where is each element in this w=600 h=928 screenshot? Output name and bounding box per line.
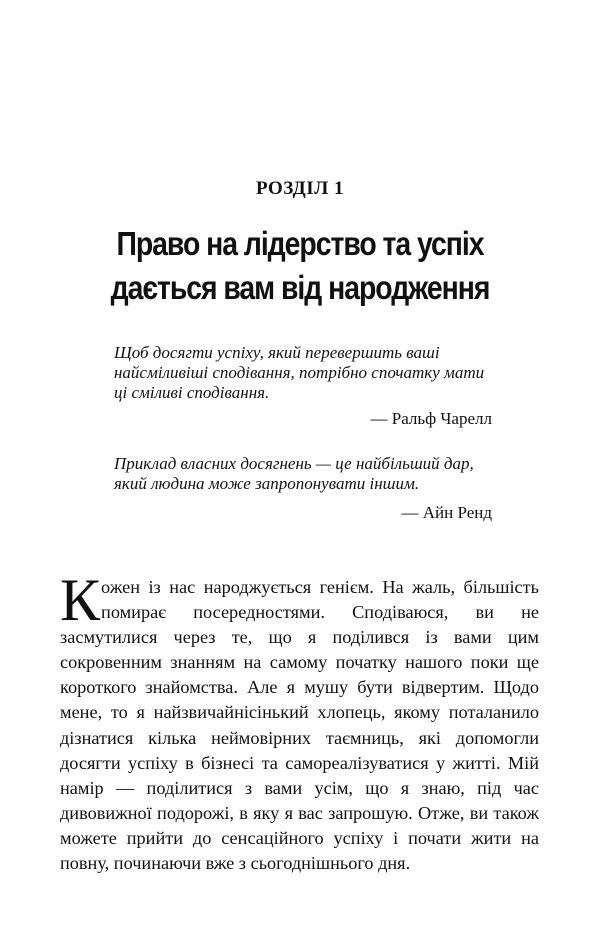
- epigraph-author: — Айн Ренд: [401, 503, 492, 522]
- drop-cap: К: [60, 567, 101, 633]
- epigraph: [114, 454, 492, 523]
- epigraph-author: — Ральф Чарелл: [370, 409, 492, 428]
- chapter-label: РОЗДІЛ 1: [255, 178, 344, 199]
- epigraph-text: Щоб досягти успіху, який перевершить ваші найсміливіші сподівання, потрібно спочатку мати ці сміливі сподівання.: [114, 343, 485, 402]
- epigraph-text: Приклад власних досягнень — це найбільший дар, який людина може запропонувати іншим.: [114, 454, 474, 493]
- body-paragraph: [60, 567, 539, 876]
- epigraph: [114, 343, 492, 429]
- chapter-title: Право на лідерство та успіх дається вам від народження: [110, 225, 490, 306]
- body-text: ожен із нас народжується генієм. На жаль, більшість помирає посередностями. Сподіваюся, ви не засмутилися через те, що я поділився із вами цим сокровенним знанням на самому початку нашого поки ще короткого знайомства. Але я мушу бути відвертим. Щодо мене, то я найзвичайнісінький хлопець, якому поталанило дізнатися кілька неймовірних таємниць, які допомогли досягти успіху в бізнесі та самореалізуватися у житті. Мій намір — поділитися з вами усім, що я знаю, під час дивовижної подорожі, в яку я вас запрошую. Отже, ви також можете прийти до сенсаційного успіху і почати жити на повну, починаючи вже з сьогоднішнього дня.: [60, 577, 539, 874]
